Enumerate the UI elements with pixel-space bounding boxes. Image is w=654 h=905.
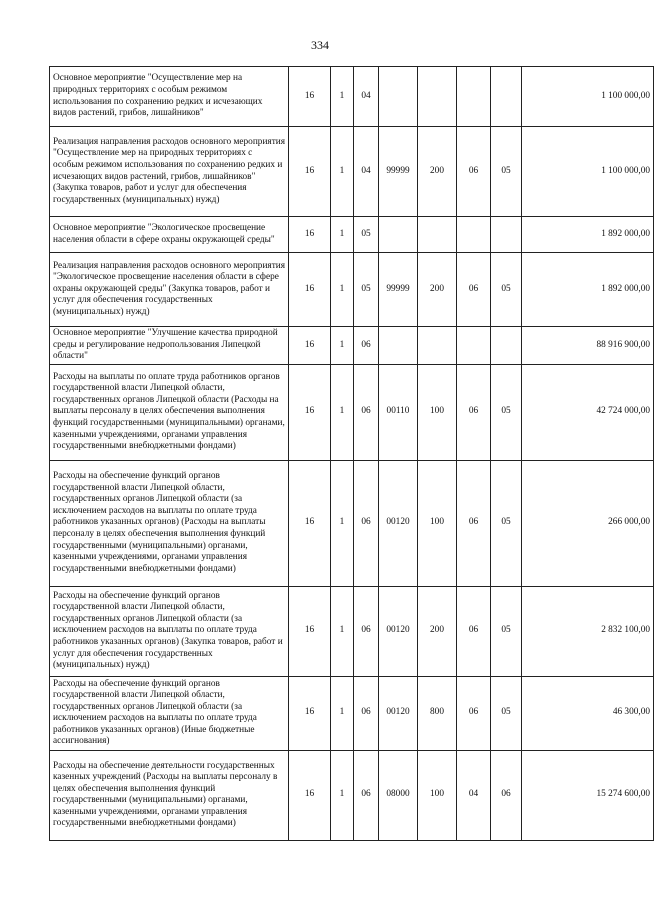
- section-cell: 06: [457, 364, 491, 460]
- expense-type-cell: 200: [418, 253, 457, 327]
- event-code-cell: 04: [354, 127, 379, 217]
- event-code-cell: 05: [354, 253, 379, 327]
- subprogram-code-cell: 1: [331, 750, 354, 840]
- subprogram-code-cell: 1: [331, 327, 354, 365]
- expense-direction-cell: [379, 67, 418, 127]
- section-cell: 06: [457, 253, 491, 327]
- program-code-cell: 16: [289, 460, 331, 586]
- program-code-cell: 16: [289, 67, 331, 127]
- program-code-cell: 16: [289, 327, 331, 365]
- table-row: [50, 327, 654, 365]
- subprogram-code-cell: 1: [331, 676, 354, 750]
- program-code-cell: 16: [289, 750, 331, 840]
- expense-direction-cell: 00120: [379, 460, 418, 586]
- table-row: [50, 364, 654, 460]
- amount-cell: 1 892 000,00: [522, 217, 654, 253]
- table-row: [50, 67, 654, 127]
- section-cell: 06: [457, 127, 491, 217]
- amount-cell: 1 892 000,00: [522, 253, 654, 327]
- table-row: [50, 676, 654, 750]
- row-description: Расходы на обеспечение деятельности государственных казенных учреждений (Расходы на выплаты персоналу в целях обеспечения выполнения функций государственными (муниципальными) органами, казенными учреждениями, органами управления государственными внебюджетными фондами): [50, 750, 289, 840]
- subsection-cell: 05: [491, 364, 522, 460]
- expense-type-cell: [418, 327, 457, 365]
- expense-type-cell: 200: [418, 127, 457, 217]
- section-cell: 06: [457, 676, 491, 750]
- subprogram-code-cell: 1: [331, 460, 354, 586]
- row-description: Основное мероприятие "Улучшение качества природной среды и регулирование недропользования Липецкой области": [50, 327, 289, 365]
- event-code-cell: 06: [354, 364, 379, 460]
- subsection-cell: 05: [491, 460, 522, 586]
- subprogram-code-cell: 1: [331, 364, 354, 460]
- expense-direction-cell: 99999: [379, 253, 418, 327]
- row-description: Расходы на выплаты по оплате труда работников органов государственной власти Липецкой области, государственных органов Липецкой области (Расходы на выплаты персоналу в целях обеспечения выполнения функций государственными (муниципальными) органами, казенными учреждениями, органами управления государственными внебюджетными фондами): [50, 364, 289, 460]
- expense-direction-cell: 00110: [379, 364, 418, 460]
- expense-type-cell: [418, 67, 457, 127]
- amount-cell: 1 100 000,00: [522, 127, 654, 217]
- event-code-cell: 05: [354, 217, 379, 253]
- row-description: Реализация направления расходов основного мероприятия "Осуществление мер на природных территориях с особым режимом использования по сохранению редких и исчезающих видов растений, грибов, лишайников" (Закупка товаров, работ и услуг для обеспечения государственных (муниципальных) нужд): [50, 127, 289, 217]
- event-code-cell: 06: [354, 750, 379, 840]
- amount-cell: 2 832 100,00: [522, 586, 654, 676]
- subprogram-code-cell: 1: [331, 586, 354, 676]
- program-code-cell: 16: [289, 676, 331, 750]
- event-code-cell: 06: [354, 460, 379, 586]
- section-cell: [457, 327, 491, 365]
- expense-direction-cell: 00120: [379, 676, 418, 750]
- expense-type-cell: 200: [418, 586, 457, 676]
- table-row: [50, 586, 654, 676]
- subprogram-code-cell: 1: [331, 127, 354, 217]
- row-description: Реализация направления расходов основного мероприятия "Экологическое просвещение населения области в сфере охраны окружающей среды" (Закупка товаров, работ и услуг для обеспечения государственных (муниципальных) нужд): [50, 253, 289, 327]
- subsection-cell: 06: [491, 750, 522, 840]
- expense-direction-cell: 99999: [379, 127, 418, 217]
- section-cell: 06: [457, 460, 491, 586]
- row-description: Основное мероприятие "Экологическое просвещение населения области в сфере охраны окружающей среды": [50, 217, 289, 253]
- subsection-cell: 05: [491, 253, 522, 327]
- subprogram-code-cell: 1: [331, 217, 354, 253]
- program-code-cell: 16: [289, 253, 331, 327]
- row-description: Основное мероприятие "Осуществление мер на природных территориях с особым режимом использования по сохранению редких и исчезающих видов растений, грибов, лишайников": [50, 67, 289, 127]
- table-row: [50, 253, 654, 327]
- event-code-cell: 06: [354, 327, 379, 365]
- table-row: [50, 217, 654, 253]
- section-cell: [457, 217, 491, 253]
- subsection-cell: [491, 67, 522, 127]
- expense-type-cell: [418, 217, 457, 253]
- amount-cell: 46 300,00: [522, 676, 654, 750]
- subsection-cell: [491, 327, 522, 365]
- subprogram-code-cell: 1: [331, 67, 354, 127]
- section-cell: 06: [457, 586, 491, 676]
- expense-direction-cell: 00120: [379, 586, 418, 676]
- program-code-cell: 16: [289, 364, 331, 460]
- expense-type-cell: 100: [418, 364, 457, 460]
- event-code-cell: 04: [354, 67, 379, 127]
- subsection-cell: 05: [491, 676, 522, 750]
- expense-direction-cell: 08000: [379, 750, 418, 840]
- table-body: [50, 67, 654, 841]
- table-row: [50, 460, 654, 586]
- table-row: [50, 127, 654, 217]
- program-code-cell: 16: [289, 586, 331, 676]
- expense-direction-cell: [379, 217, 418, 253]
- expense-direction-cell: [379, 327, 418, 365]
- expense-type-cell: 100: [418, 750, 457, 840]
- budget-table: [49, 66, 654, 841]
- page-number: 334: [311, 38, 329, 52]
- amount-cell: 1 100 000,00: [522, 67, 654, 127]
- row-description: Расходы на обеспечение функций органов государственной власти Липецкой области, государственных органов Липецкой области (за исключением расходов на выплаты по оплате труда работников указанных органов) (Расходы на выплаты персоналу в целях обеспечения выполнения функций государственными (муниципальными) органами, казенными учреждениями, органами управления государственными внебюджетными фондами): [50, 460, 289, 586]
- table-row: [50, 750, 654, 840]
- expense-type-cell: 800: [418, 676, 457, 750]
- event-code-cell: 06: [354, 586, 379, 676]
- amount-cell: 266 000,00: [522, 460, 654, 586]
- event-code-cell: 06: [354, 676, 379, 750]
- subsection-cell: [491, 217, 522, 253]
- subsection-cell: 05: [491, 127, 522, 217]
- program-code-cell: 16: [289, 217, 331, 253]
- amount-cell: 15 274 600,00: [522, 750, 654, 840]
- expense-type-cell: 100: [418, 460, 457, 586]
- section-cell: [457, 67, 491, 127]
- amount-cell: 42 724 000,00: [522, 364, 654, 460]
- subprogram-code-cell: 1: [331, 253, 354, 327]
- row-description: Расходы на обеспечение функций органов государственной власти Липецкой области, государственных органов Липецкой области (за исключением расходов на выплаты по оплате труда работников указанных органов) (Иные бюджетные ассигнования): [50, 676, 289, 750]
- section-cell: 04: [457, 750, 491, 840]
- program-code-cell: 16: [289, 127, 331, 217]
- amount-cell: 88 916 900,00: [522, 327, 654, 365]
- row-description: Расходы на обеспечение функций органов государственной власти Липецкой области, государственных органов Липецкой области (за исключением расходов на выплаты по оплате труда работников указанных органов) (Закупка товаров, работ и услуг для обеспечения государственных (муниципальных) нужд): [50, 586, 289, 676]
- subsection-cell: 05: [491, 586, 522, 676]
